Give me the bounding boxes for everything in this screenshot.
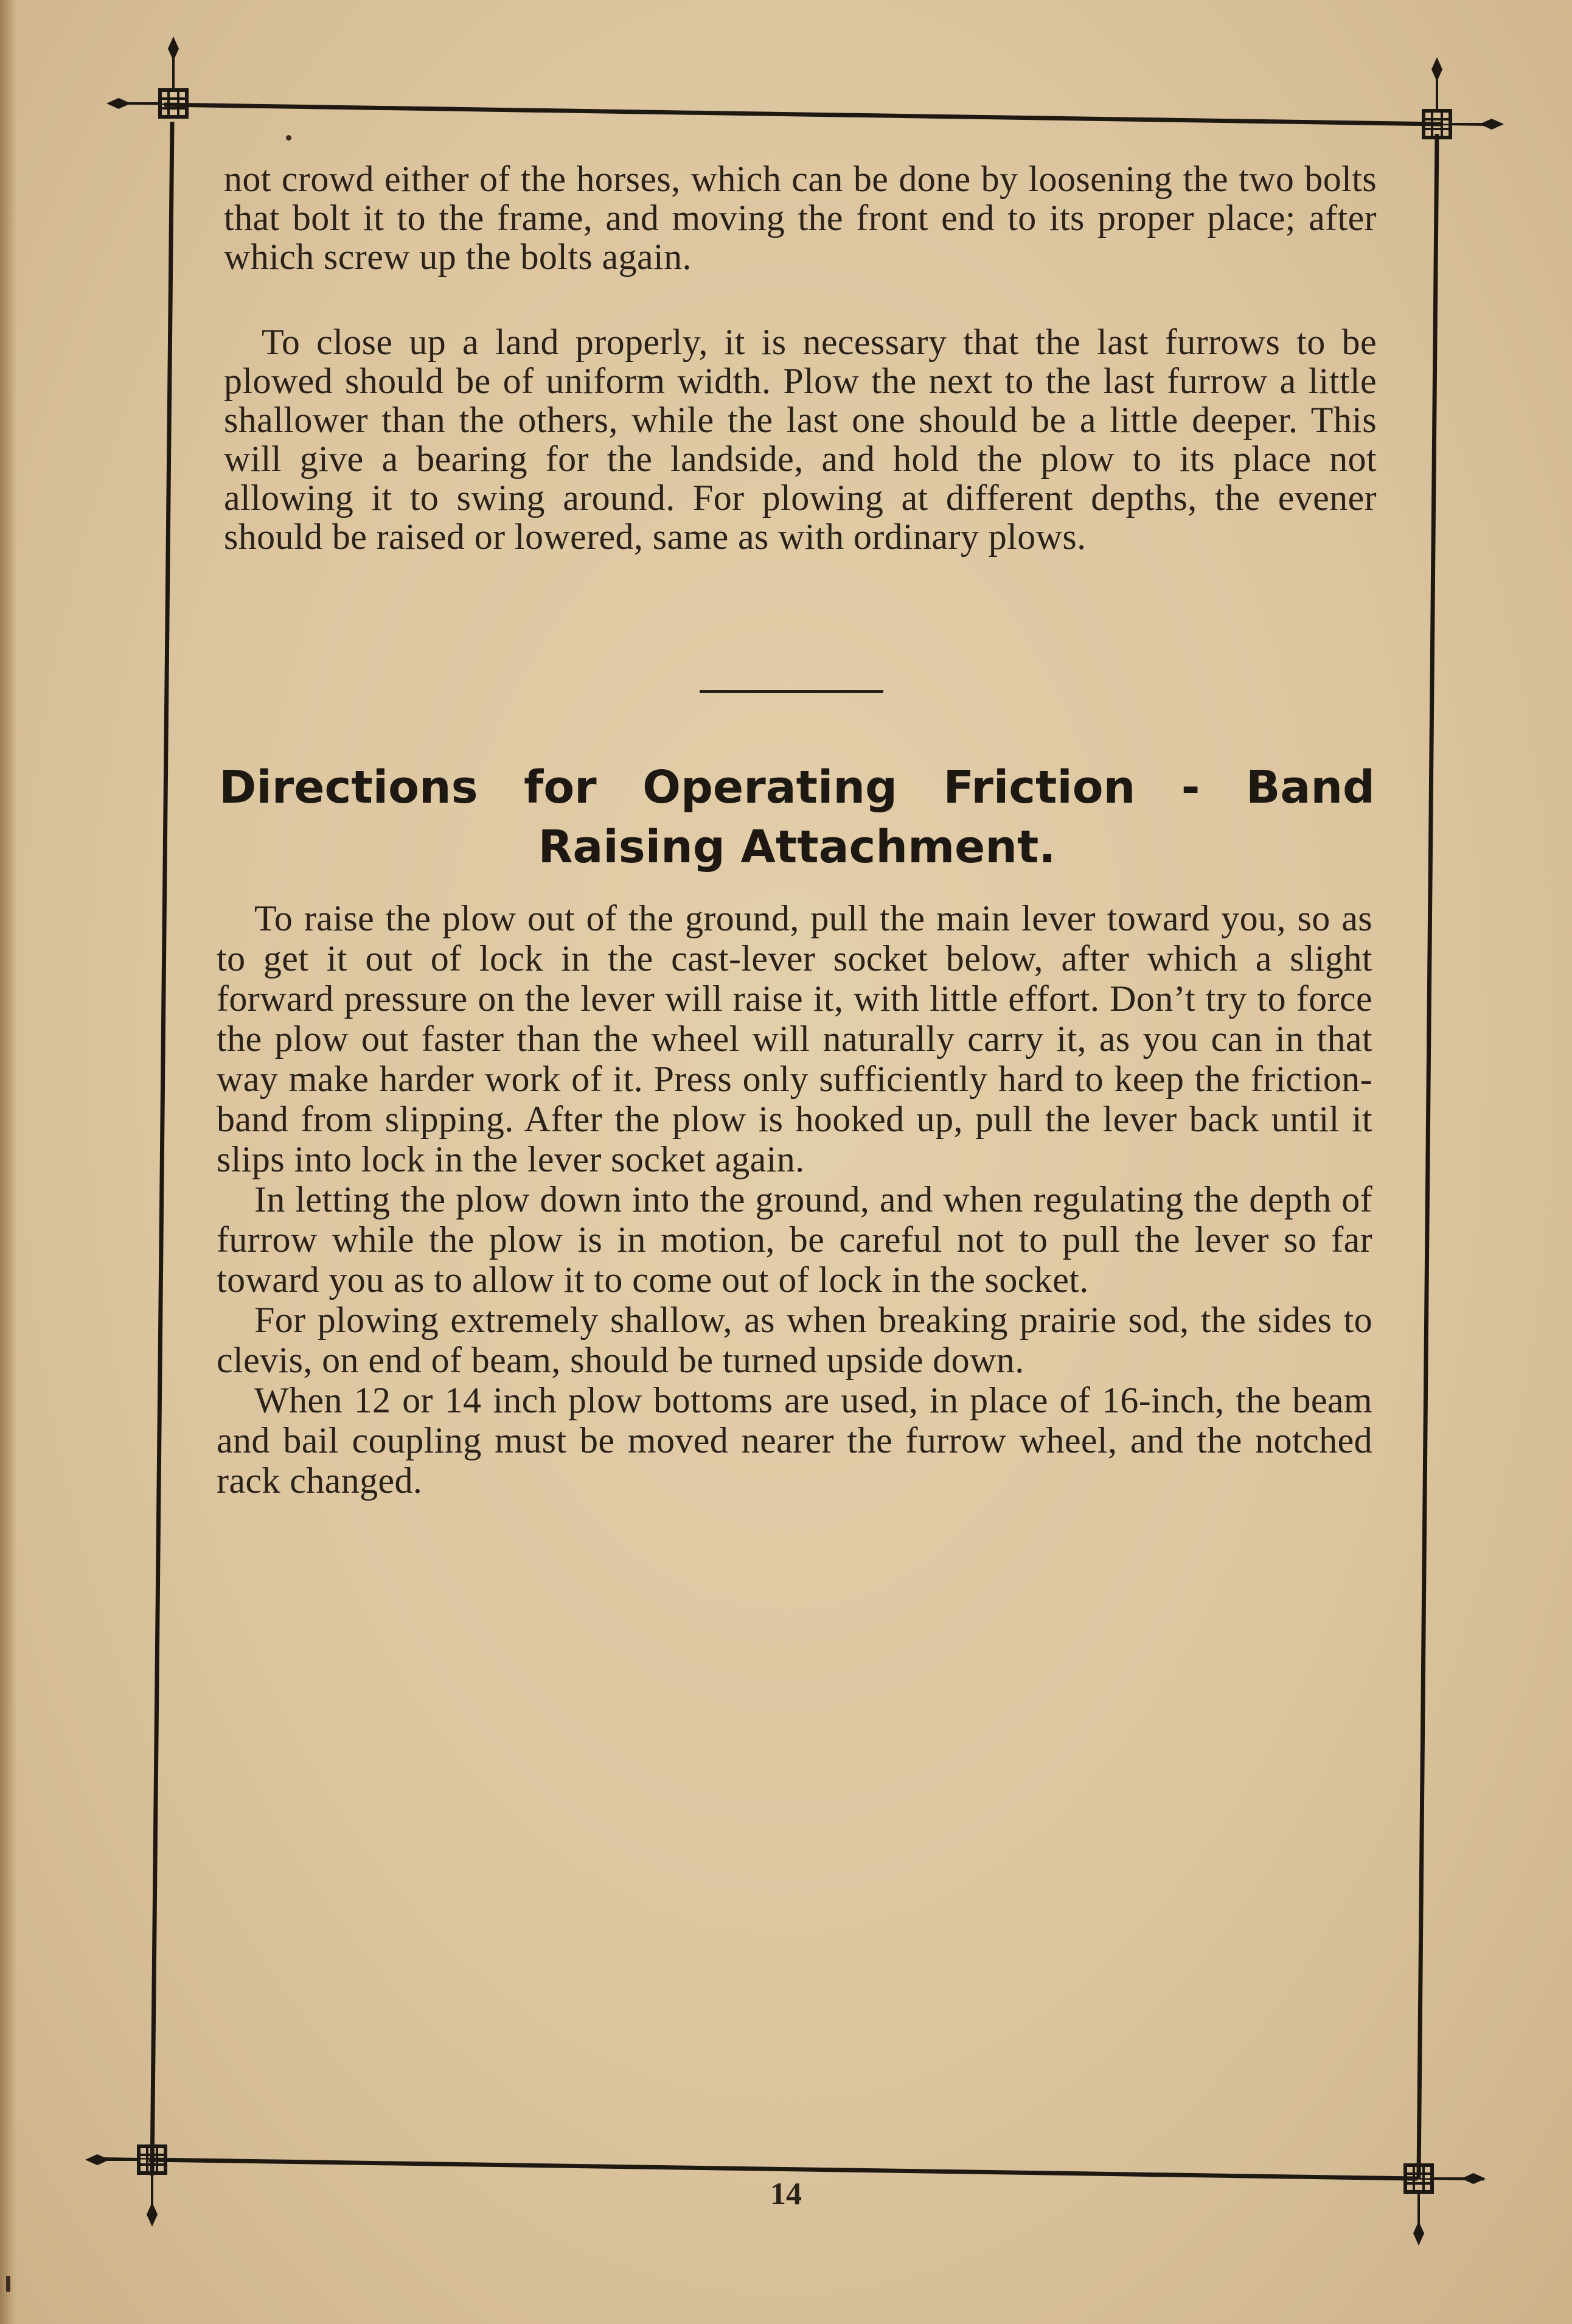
paragraph-text: For plowing extremely shallow, as when breaking prairie sod, the sides to clevis, on end of beam, should be turned upside down. [217,1300,1372,1380]
paragraph-text: not crowd either of the horses, which can be done by loosening the two bolts that bolt it to the frame, and moving the front end to its proper place; after which screw up the bolts again. [224,159,1377,277]
paragraph-text: In letting the plow down into the ground, and when regulating the depth of furrow while the plow is in motion, be careful not to pull the lever so far toward you as to allow it to come out of lock in the socket. [217,1179,1372,1300]
paper-speck [6,2276,10,2292]
top-border-hairline [113,103,1497,125]
left-border-line [152,122,172,2176]
continued-paragraph [224,159,1377,276]
paragraph-text: To raise the plow out of the ground, pull the main lever toward you, so as to get it out of lock in the cast-lever socket below, after which a slight forward pressure on the lever will raise it, with little effort. Don’t try to force the plow out faster than the wheel will naturally carry it, as you can in that way make harder work of it. Press only sufficiently hard to keep the friction-band from slipping. After the plow is hooked up, pull the lever back until it slips into lock in the lever socket again. [217,898,1372,1179]
paragraph-text: To close up a land properly, it is necessary that the last furrows to be plowed should be of uniform width. Plow the next to the last furrow a little shallower than the others, while the last one should be a little deeper. This will give a bearing for the landside, and hold the plow to its place not allowing it to swing around. For plowing at different depths, the evener should be raised or lowered, same as with ordinary plows. [224,322,1377,557]
paragraph-text: When 12 or 14 inch plow bottoms are used, in place of 16-inch, the beam and bail coupling must be moved nearer the furrow wheel, and the notched rack changed. [217,1380,1372,1501]
paper-speck [286,135,291,141]
right-border-line [1419,134,1437,2179]
section-divider-rule [700,690,883,693]
closing-land-paragraph [224,323,1377,556]
page-number: 14 [770,2177,802,2211]
section-heading-line-2: Raising Attachment. [538,821,1056,873]
section-heading-line-1: Directions for Operating Friction - Band [219,761,1375,814]
directions-body [217,898,1372,1501]
